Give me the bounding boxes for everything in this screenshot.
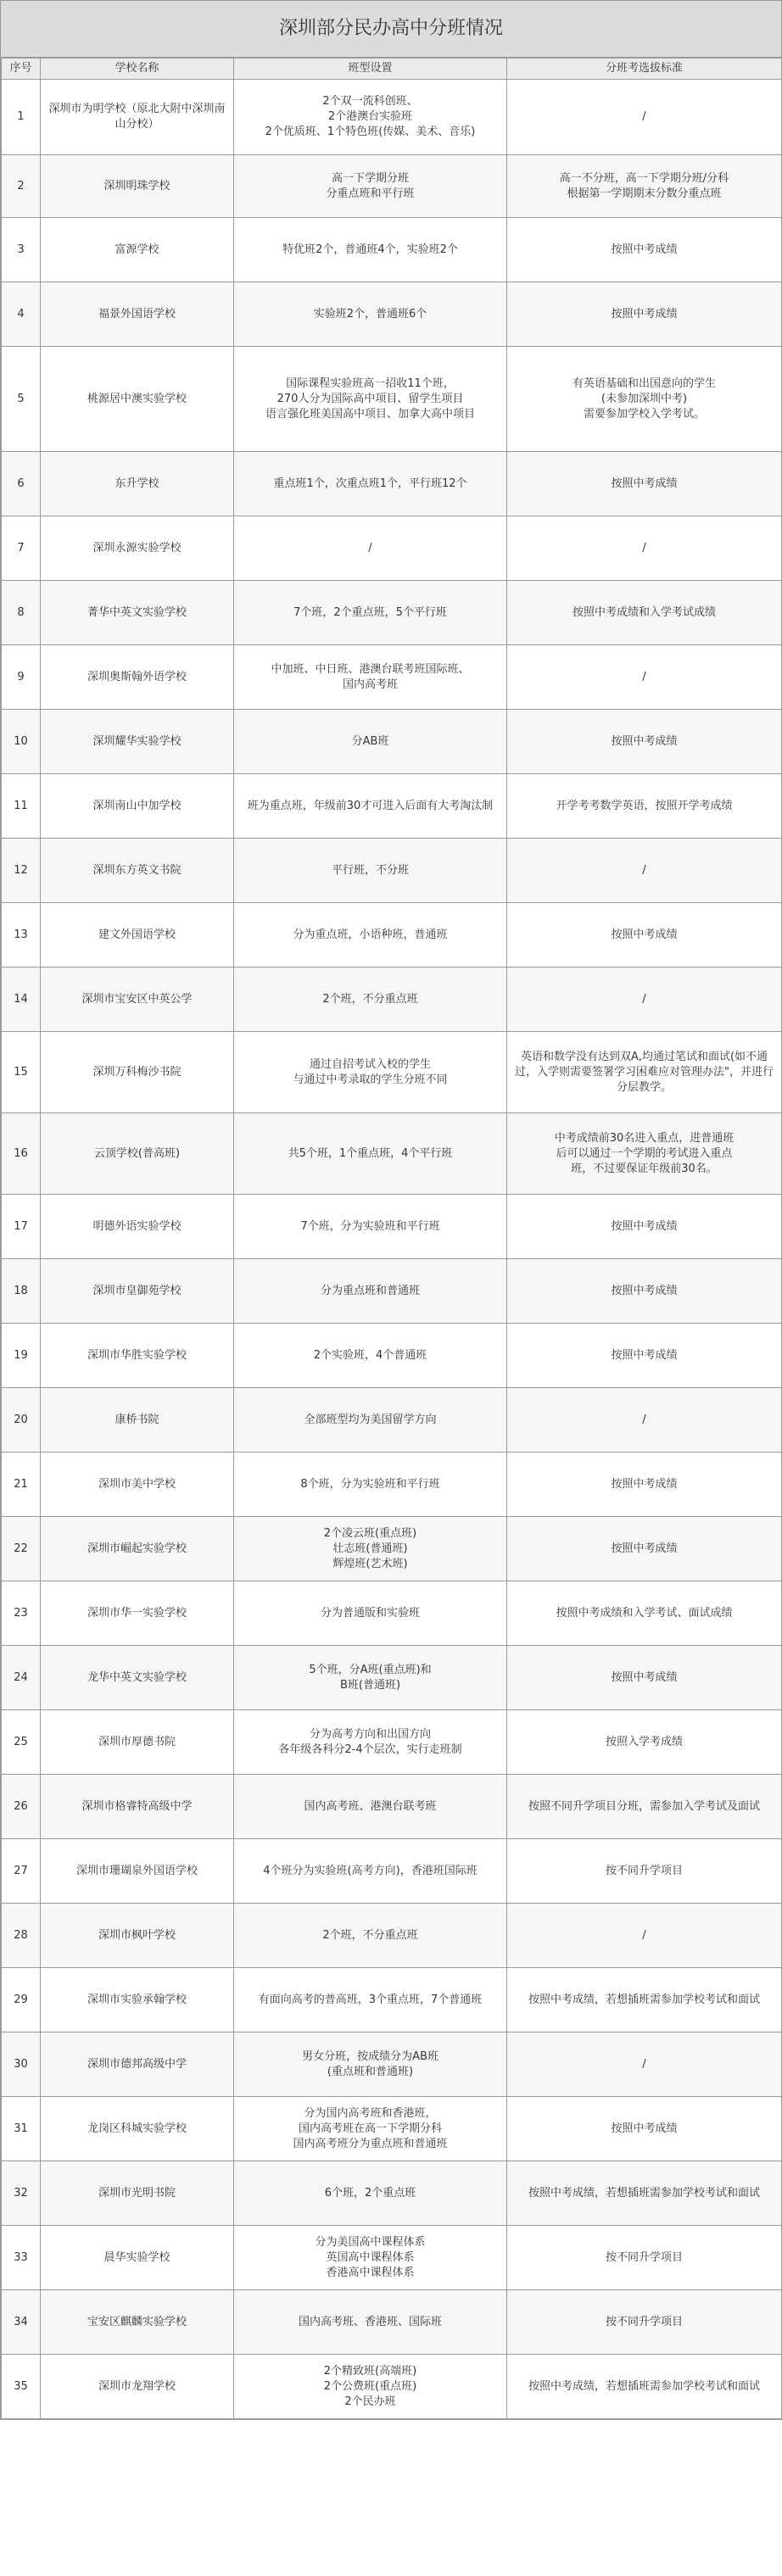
- cell-classes: 国内高考班、香港班、国际班: [234, 2290, 507, 2355]
- cell-classes: 2个班，不分重点班: [234, 967, 507, 1032]
- cell-classes: 4个班分为实验班(高考方向)，香港班国际班: [234, 1839, 507, 1904]
- cell-criteria: 有英语基础和出国意向的学生 (未参加深圳中考) 需要参加学校入学考试。: [507, 347, 782, 452]
- cell-no: 31: [2, 2097, 41, 2161]
- table-row: [2, 282, 782, 347]
- table-row: [2, 710, 782, 774]
- cell-no: 30: [2, 2032, 41, 2097]
- table-body: [2, 80, 782, 2419]
- cell-school: 康桥书院: [41, 1388, 234, 1452]
- cell-no: 15: [2, 1032, 41, 1113]
- cell-school: 深圳市实验承翰学校: [41, 1968, 234, 2032]
- cell-classes: 国内高考班、港澳台联考班: [234, 1775, 507, 1839]
- cell-classes: 分为国内高考班和香港班， 国内高考班在高一下学期分科 国内高考班分为重点班和普通班: [234, 2097, 507, 2161]
- cell-criteria: /: [507, 967, 782, 1032]
- cell-classes: 2个凌云班(重点班) 壮志班(普通班) 辉煌班(艺术班): [234, 1517, 507, 1581]
- cell-no: 2: [2, 155, 41, 218]
- cell-criteria: 按照中考成绩: [507, 1517, 782, 1581]
- header-school: 学校名称: [41, 59, 234, 80]
- cell-no: 32: [2, 2161, 41, 2226]
- table-row: [2, 1968, 782, 2032]
- table-row: [2, 80, 782, 155]
- cell-school: 宝安区麒麟实验学校: [41, 2290, 234, 2355]
- cell-school: 龙华中英文实验学校: [41, 1646, 234, 1710]
- cell-school: 深圳万科梅沙书院: [41, 1032, 234, 1113]
- cell-no: 27: [2, 1839, 41, 1904]
- cell-criteria: 按不同升学项目: [507, 2290, 782, 2355]
- table-row: [2, 1259, 782, 1324]
- cell-school: 深圳市德邦高级中学: [41, 2032, 234, 2097]
- cell-no: 9: [2, 645, 41, 710]
- cell-no: 14: [2, 967, 41, 1032]
- cell-classes: 国际课程实验班高一招收11个班， 270人分为国际高中项目、留学生项目 语言强化班美国高中项目、加拿大高中项目: [234, 347, 507, 452]
- cell-criteria: 按照不同升学项目分班，需参加入学考试及面试: [507, 1775, 782, 1839]
- table-row: [2, 581, 782, 645]
- cell-no: 34: [2, 2290, 41, 2355]
- cell-school: 晨华实验学校: [41, 2226, 234, 2290]
- cell-criteria: 中考成绩前30名进入重点，进普通班 后可以通过一个学期的考试进入重点 班，不过要保证年级前30名。: [507, 1113, 782, 1195]
- cell-criteria: 按照中考成绩: [507, 903, 782, 967]
- table-row: [2, 218, 782, 282]
- cell-criteria: 按照中考成绩: [507, 1452, 782, 1517]
- table-row: [2, 1646, 782, 1710]
- cell-criteria: /: [507, 1904, 782, 1968]
- cell-no: 20: [2, 1388, 41, 1452]
- header-row: [2, 59, 782, 80]
- cell-school: 深圳市龙翔学校: [41, 2355, 234, 2419]
- cell-no: 17: [2, 1195, 41, 1259]
- cell-classes: 高一下学期分班 分重点班和平行班: [234, 155, 507, 218]
- table-row: [2, 839, 782, 903]
- cell-no: 5: [2, 347, 41, 452]
- table-row: [2, 1517, 782, 1581]
- cell-no: 18: [2, 1259, 41, 1324]
- cell-classes: 有面向高考的普高班，3个重点班，7个普通班: [234, 1968, 507, 2032]
- cell-no: 25: [2, 1710, 41, 1775]
- cell-no: 8: [2, 581, 41, 645]
- cell-classes: 2个实验班，4个普通班: [234, 1324, 507, 1388]
- cell-criteria: 英语和数学没有达到双A,均通过笔试和面试(如不通过，入学则需要签署学习困难应对管理办法"，并进行分层教学。: [507, 1032, 782, 1113]
- cell-school: 深圳市光明书院: [41, 2161, 234, 2226]
- cell-no: 35: [2, 2355, 41, 2419]
- table-row: [2, 903, 782, 967]
- header-criteria: 分班考选拔标准: [507, 59, 782, 80]
- cell-classes: 分AB班: [234, 710, 507, 774]
- cell-school: 深圳市宝安区中英公学: [41, 967, 234, 1032]
- cell-classes: 分为普通版和实验班: [234, 1581, 507, 1646]
- cell-no: 4: [2, 282, 41, 347]
- cell-criteria: 开学考考数学英语，按照开学考成绩: [507, 774, 782, 839]
- cell-classes: 特优班2个，普通班4个，实验班2个: [234, 218, 507, 282]
- cell-school: 桃源居中澳实验学校: [41, 347, 234, 452]
- cell-classes: 平行班，不分班: [234, 839, 507, 903]
- cell-criteria: 按照中考成绩: [507, 1259, 782, 1324]
- table-title: 深圳部分民办高中分班情况: [1, 1, 781, 58]
- cell-no: 12: [2, 839, 41, 903]
- cell-criteria: 按照入学考成绩: [507, 1710, 782, 1775]
- cell-no: 6: [2, 452, 41, 516]
- cell-no: 1: [2, 80, 41, 155]
- table-row: [2, 1324, 782, 1388]
- cell-criteria: 按照中考成绩: [507, 452, 782, 516]
- table-row: [2, 2226, 782, 2290]
- cell-criteria: 按照中考成绩: [507, 218, 782, 282]
- table-row: [2, 1195, 782, 1259]
- cell-classes: 分为重点班，小语种班，普通班: [234, 903, 507, 967]
- cell-classes: 男女分班，按成绩分为AB班 (重点班和普通班): [234, 2032, 507, 2097]
- cell-classes: 分为重点班和普通班: [234, 1259, 507, 1324]
- cell-classes: 5个班，分A班(重点班)和 B班(普通班): [234, 1646, 507, 1710]
- cell-criteria: 按不同升学项目: [507, 2226, 782, 2290]
- cell-criteria: /: [507, 1388, 782, 1452]
- cell-school: 深圳东方英文书院: [41, 839, 234, 903]
- cell-classes: 2个班，不分重点班: [234, 1904, 507, 1968]
- cell-classes: 实验班2个，普通班6个: [234, 282, 507, 347]
- table-row: [2, 1710, 782, 1775]
- cell-criteria: /: [507, 839, 782, 903]
- cell-no: 10: [2, 710, 41, 774]
- cell-no: 13: [2, 903, 41, 967]
- table-row: [2, 2161, 782, 2226]
- table-row: [2, 774, 782, 839]
- table-row: [2, 1581, 782, 1646]
- cell-criteria: /: [507, 516, 782, 581]
- table-row: [2, 967, 782, 1032]
- cell-school: 深圳奥斯翰外语学校: [41, 645, 234, 710]
- cell-school: 深圳市厚德书院: [41, 1710, 234, 1775]
- cell-classes: 2个精致班(高端班) 2个公费班(重点班) 2个民办班: [234, 2355, 507, 2419]
- cell-school: 菁华中英文实验学校: [41, 581, 234, 645]
- cell-no: 28: [2, 1904, 41, 1968]
- cell-no: 24: [2, 1646, 41, 1710]
- cell-school: 建文外国语学校: [41, 903, 234, 967]
- cell-no: 26: [2, 1775, 41, 1839]
- cell-criteria: /: [507, 2032, 782, 2097]
- header-classes: 班型设置: [234, 59, 507, 80]
- cell-no: 22: [2, 1517, 41, 1581]
- cell-classes: 共5个班，1个重点班，4个平行班: [234, 1113, 507, 1195]
- cell-school: 深圳永源实验学校: [41, 516, 234, 581]
- cell-no: 21: [2, 1452, 41, 1517]
- cell-criteria: 按照中考成绩，若想插班需参加学校考试和面试: [507, 1968, 782, 2032]
- cell-classes: 班为重点班，年级前30才可进入后面有大考淘汰制: [234, 774, 507, 839]
- cell-school: 深圳市珊瑚泉外国语学校: [41, 1839, 234, 1904]
- cell-criteria: /: [507, 80, 782, 155]
- table-row: [2, 1775, 782, 1839]
- table-row: [2, 1032, 782, 1113]
- cell-school: 东升学校: [41, 452, 234, 516]
- cell-school: 富源学校: [41, 218, 234, 282]
- table-row: [2, 2032, 782, 2097]
- cell-no: 3: [2, 218, 41, 282]
- table-row: [2, 2355, 782, 2419]
- cell-criteria: 高一不分班，高一下学期分班/分科 根据第一学期期末分数分重点班: [507, 155, 782, 218]
- cell-criteria: 按照中考成绩: [507, 1195, 782, 1259]
- cell-no: 7: [2, 516, 41, 581]
- cell-criteria: 按照中考成绩: [507, 710, 782, 774]
- cell-criteria: 按照中考成绩: [507, 1646, 782, 1710]
- class-table: [1, 58, 782, 2419]
- cell-school: 深圳市美中学校: [41, 1452, 234, 1517]
- cell-criteria: 按照中考成绩: [507, 1324, 782, 1388]
- cell-school: 深圳市枫叶学校: [41, 1904, 234, 1968]
- table-row: [2, 1113, 782, 1195]
- cell-school: 龙岗区科城实验学校: [41, 2097, 234, 2161]
- cell-classes: 2个双一流科创班、 2个港澳台实验班 2个优质班、1个特色班(传媒、美术、音乐): [234, 80, 507, 155]
- cell-classes: 分为高考方向和出国方向 各年级各科分2-4个层次，实行走班制: [234, 1710, 507, 1775]
- cell-no: 16: [2, 1113, 41, 1195]
- cell-school: 深圳耀华实验学校: [41, 710, 234, 774]
- cell-classes: 通过自招考试入校的学生 与通过中考录取的学生分班不同: [234, 1032, 507, 1113]
- table-row: [2, 1452, 782, 1517]
- cell-school: 深圳市皇御苑学校: [41, 1259, 234, 1324]
- cell-criteria: 按照中考成绩和入学考试、面试成绩: [507, 1581, 782, 1646]
- cell-criteria: 按照中考成绩和入学考试成绩: [507, 581, 782, 645]
- cell-classes: 重点班1个，次重点班1个，平行班12个: [234, 452, 507, 516]
- cell-school: 深圳明珠学校: [41, 155, 234, 218]
- table-row: [2, 1388, 782, 1452]
- cell-classes: 6个班，2个重点班: [234, 2161, 507, 2226]
- cell-school: 福景外国语学校: [41, 282, 234, 347]
- cell-school: 深圳南山中加学校: [41, 774, 234, 839]
- cell-criteria: 按照中考成绩，若想插班需参加学校考试和面试: [507, 2161, 782, 2226]
- cell-classes: 7个班，分为实验班和平行班: [234, 1195, 507, 1259]
- table-row: [2, 516, 782, 581]
- cell-classes: 7个班，2个重点班，5个平行班: [234, 581, 507, 645]
- cell-no: 19: [2, 1324, 41, 1388]
- table-row: [2, 1839, 782, 1904]
- cell-no: 11: [2, 774, 41, 839]
- cell-school: 云顶学校(普高班): [41, 1113, 234, 1195]
- header-no: 序号: [2, 59, 41, 80]
- cell-school: 深圳市华胜实验学校: [41, 1324, 234, 1388]
- table-row: [2, 347, 782, 452]
- table-row: [2, 155, 782, 218]
- cell-classes: /: [234, 516, 507, 581]
- cell-school: 深圳市格睿特高级中学: [41, 1775, 234, 1839]
- cell-no: 29: [2, 1968, 41, 2032]
- cell-criteria: /: [507, 645, 782, 710]
- cell-school: 深圳市华一实验学校: [41, 1581, 234, 1646]
- cell-classes: 全部班型均为美国留学方向: [234, 1388, 507, 1452]
- cell-criteria: 按照中考成绩: [507, 282, 782, 347]
- cell-no: 33: [2, 2226, 41, 2290]
- cell-criteria: 按照中考成绩: [507, 2097, 782, 2161]
- cell-school: 深圳市崛起实验学校: [41, 1517, 234, 1581]
- cell-school: 明德外语实验学校: [41, 1195, 234, 1259]
- cell-school: 深圳市为明学校（原北大附中深圳南山分校）: [41, 80, 234, 155]
- table-row: [2, 452, 782, 516]
- cell-classes: 分为美国高中课程体系 英国高中课程体系 香港高中课程体系: [234, 2226, 507, 2290]
- table-row: [2, 645, 782, 710]
- cell-classes: 中加班、中日班、港澳台联考班国际班、 国内高考班: [234, 645, 507, 710]
- table-row: [2, 1904, 782, 1968]
- table-row: [2, 2097, 782, 2161]
- cell-no: 23: [2, 1581, 41, 1646]
- table-row: [2, 2290, 782, 2355]
- cell-criteria: 按不同升学项目: [507, 1839, 782, 1904]
- cell-classes: 8个班，分为实验班和平行班: [234, 1452, 507, 1517]
- cell-criteria: 按照中考成绩，若想插班需参加学校考试和面试: [507, 2355, 782, 2419]
